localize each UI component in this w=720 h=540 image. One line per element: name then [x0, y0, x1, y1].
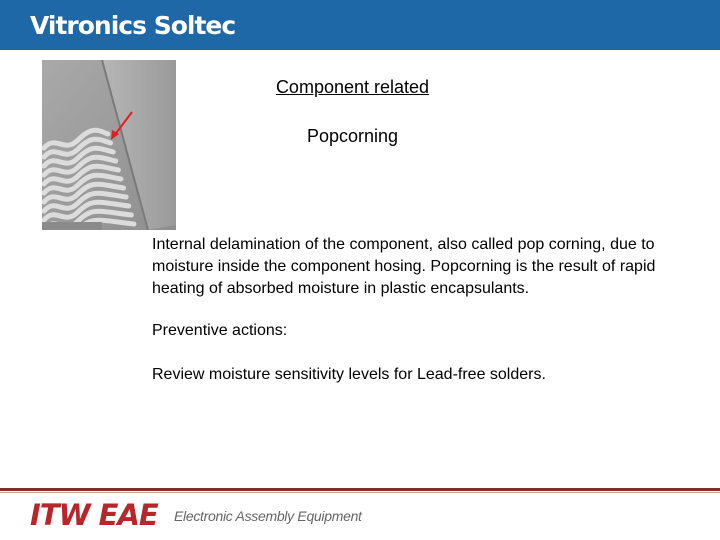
itw-eae-logo: ITW EAE — [30, 498, 158, 532]
description-paragraph: Internal delamination of the component, also called pop corning, due to moisture inside the component hosing. Popcorning is the result of rapid heating of absorbed moisture in plastic encapsulants. — [152, 236, 656, 297]
preventive-action-item: Review moisture sensitivity levels for Lead-free solders. — [152, 366, 546, 383]
preventive-actions-heading: Preventive actions: — [152, 322, 288, 339]
vitronics-soltec-logo: Vitronics Soltec — [30, 11, 236, 40]
slide-title: Component related — [275, 77, 430, 97]
header-bar — [0, 0, 720, 50]
slide-subtitle: Popcorning — [306, 126, 399, 146]
footer-tagline: Electronic Assembly Equipment — [174, 508, 362, 524]
footer-divider — [0, 488, 720, 491]
footer-divider-thin — [0, 492, 720, 493]
